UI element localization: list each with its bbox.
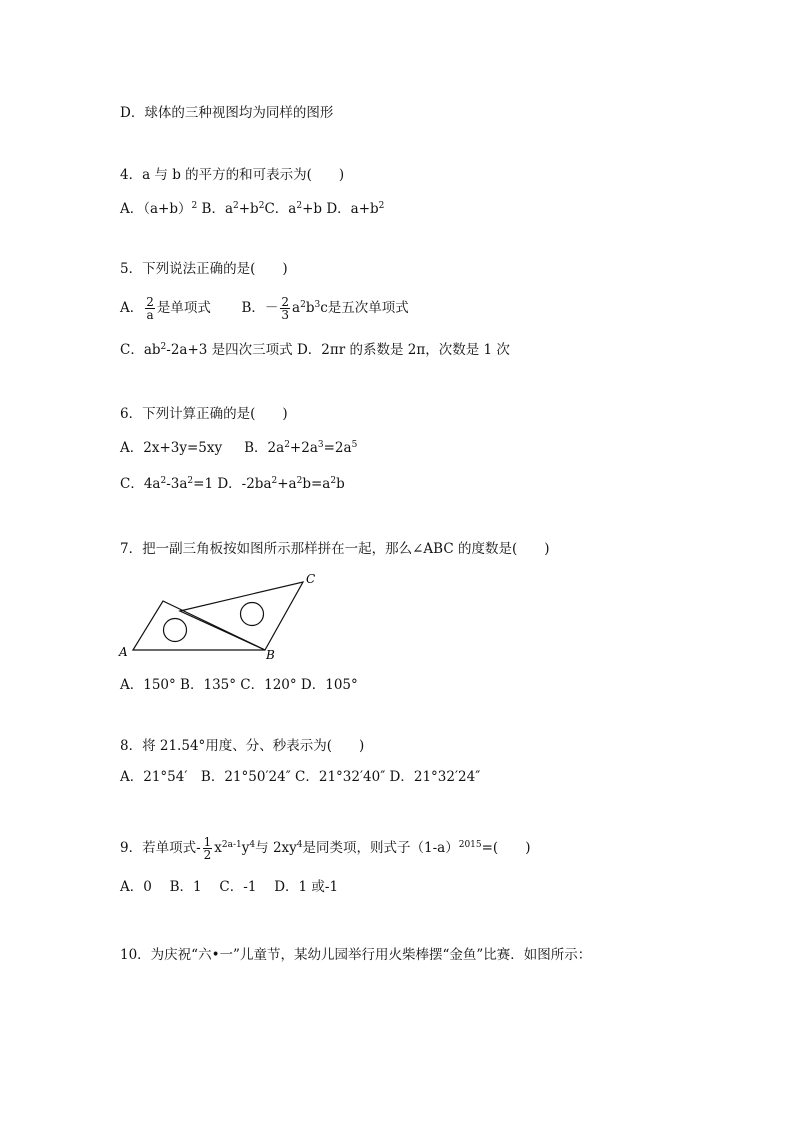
question-9: 9．若单项式- $\frac{1}{2}$ $x^{2a-1}y^4$与 $2xy^4$是同类项，则式子$(1-a)^{2015}=$( ): [120, 835, 531, 862]
triangle-left: [133, 601, 265, 650]
question-8-options: A．21°54′ B．21°50′24″ C．21°32′40″ D．21°32′24″: [120, 769, 481, 785]
label-b: B: [266, 648, 275, 660]
question-6-options-ab: A．2x+3y=5xy B．$2a^2+2a^3=2a^5$: [120, 440, 358, 456]
question-6-options-cd: C．$4a^2-3a^2=1$ D．$-2ba^2+a^2b=a^2b$: [120, 476, 345, 492]
fraction-2-over-3: $\frac{2}{3}$: [281, 295, 290, 322]
question-5-options-ab: A． $\frac{2}{a}$ 是单项式 B．－ $\frac{2}{3}$ $a^2b^3c$是五次单项式: [120, 295, 409, 322]
hole-circle-left: [164, 619, 187, 642]
question-4: 4．a 与 b 的平方的和可表示为( ): [120, 167, 345, 183]
question-6: 6．下列计算正确的是( ): [120, 406, 288, 422]
question-9-options: A．0 B．1 C．-1 D．1 或-1: [120, 879, 339, 895]
question-10: 10．为庆祝“六•一”儿童节，某幼儿园举行用火柴棒摆“金鱼”比赛．如图所示：: [120, 947, 592, 963]
question-8: 8．将 21.54°用度、分、秒表示为( ): [120, 738, 365, 754]
fraction-1-over-2: $\frac{1}{2}$: [203, 835, 212, 862]
hole-circle-right: [241, 603, 264, 626]
question-5-options-cd: C．$ab^2-2a+3$ 是四次三项式 D．2πr 的系数是 2π，次数是 1 次: [120, 342, 510, 358]
question-4-options: A．$(a+b)^2$ B．$a^2+b^2C$．$a^2+b$ D．$a+b^2$: [120, 201, 385, 217]
triangle-right: [180, 582, 303, 650]
q3-option-d: D．球体的三种视图均为同样的图形: [120, 105, 334, 121]
question-5: 5．下列说法正确的是( ): [120, 261, 288, 277]
triangle-rulers-figure: [115, 570, 325, 660]
question-7-options: A．150° B．135° C．120° D．105°: [120, 677, 358, 693]
label-a: A: [119, 645, 128, 659]
label-c: C: [306, 572, 316, 586]
fraction-2-over-a: $\frac{2}{a}$: [146, 295, 154, 322]
question-7: 7．把一副三角板按如图所示那样拼在一起，那么∠ABC 的度数是( ): [120, 541, 550, 557]
